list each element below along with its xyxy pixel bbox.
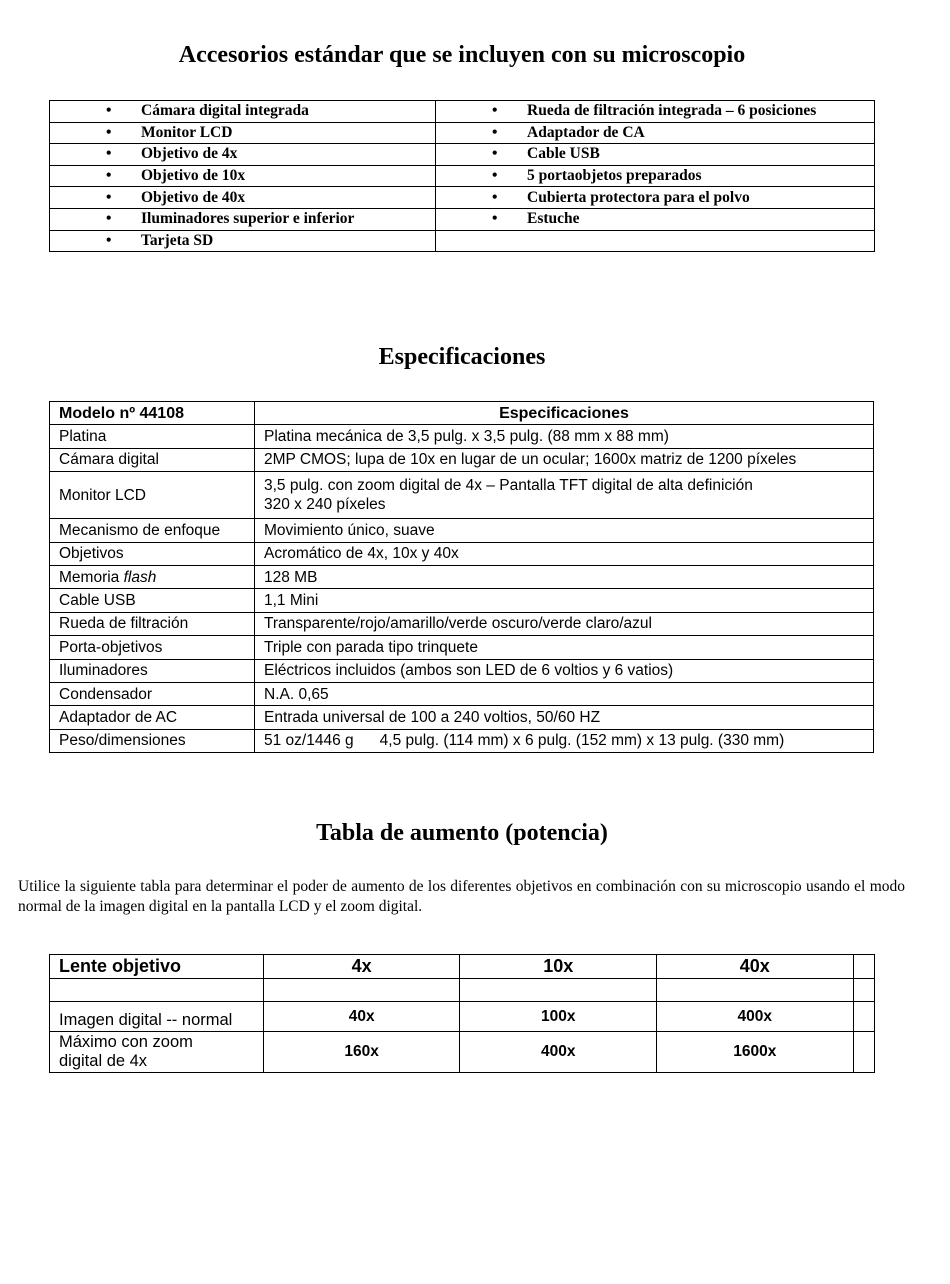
table-row [50, 208, 875, 230]
spec-label: Iluminadores [50, 659, 255, 682]
accessory-item: • Iluminadores superior e inferior [50, 208, 436, 230]
magnification-intro: Utilice la siguiente tabla para determinar el poder de aumento de los diferentes objetivos en combinación con su microscopio usando el modo normal de la imagen digital en la pantalla LCD y el zoom digital. [18, 878, 905, 915]
empty-cell [853, 1032, 874, 1073]
table-row [50, 101, 875, 123]
spec-label: Memoria flash [50, 565, 255, 588]
table-row [50, 230, 875, 252]
table-row [50, 589, 874, 612]
empty-cell [263, 979, 460, 1002]
spec-value: 2MP CMOS; lupa de 10x en lugar de un ocular; 1600x matriz de 1200 píxeles [255, 448, 874, 471]
table-row [50, 612, 874, 635]
table-header-row [50, 955, 875, 979]
magnification-table [49, 954, 875, 1073]
spec-value: Entrada universal de 100 a 240 voltios, 50/60 HZ [255, 706, 874, 729]
spec-label: Peso/dimensiones [50, 729, 255, 752]
spec-value: 128 MB [255, 565, 874, 588]
header-cell: Lente objetivo [50, 955, 264, 979]
spec-label: Cámara digital [50, 448, 255, 471]
empty-cell [50, 979, 264, 1002]
accessories-table [49, 100, 875, 252]
specs-table [49, 401, 874, 753]
row-label: Imagen digital -- normal [50, 1002, 264, 1032]
spec-label: Monitor LCD [50, 472, 255, 519]
spec-label: Condensador [50, 682, 255, 705]
table-row [50, 682, 874, 705]
empty-cell [657, 979, 854, 1002]
accessory-item: • Cámara digital integrada [50, 101, 436, 123]
row-label: Máximo con zoom digital de 4x [50, 1032, 264, 1073]
table-row [50, 472, 874, 519]
empty-cell [853, 955, 874, 979]
spec-value: N.A. 0,65 [255, 682, 874, 705]
magnification-value: 100x [460, 1002, 657, 1032]
table-row [50, 187, 875, 209]
header-cell: 4x [263, 955, 460, 979]
spec-value: Platina mecánica de 3,5 pulg. x 3,5 pulg. (88 mm x 88 mm) [255, 425, 874, 448]
table-row [50, 1032, 875, 1073]
empty-cell [853, 979, 874, 1002]
table-row [50, 144, 875, 166]
table-row [50, 979, 875, 1002]
table-header-row [50, 402, 874, 425]
spec-value: Acromático de 4x, 10x y 40x [255, 542, 874, 565]
table-row [50, 706, 874, 729]
table-row [50, 542, 874, 565]
empty-cell [436, 230, 875, 252]
spec-label: Cable USB [50, 589, 255, 612]
accessories-title: Accesorios estándar que se incluyen con su microscopio [178, 42, 746, 68]
magnification-title: Tabla de aumento (potencia) [316, 820, 608, 846]
table-row [50, 122, 875, 144]
accessory-item: • Cubierta protectora para el polvo [436, 187, 875, 209]
accessory-item: • Cable USB [436, 144, 875, 166]
table-row [50, 519, 874, 542]
empty-cell [460, 979, 657, 1002]
header-cell: Modelo nº 44108 [50, 402, 255, 425]
spec-value: Eléctricos incluidos (ambos son LED de 6 voltios y 6 vatios) [255, 659, 874, 682]
spec-value: Movimiento único, suave [255, 519, 874, 542]
specs-title: Especificaciones [378, 344, 546, 370]
magnification-value: 400x [657, 1002, 854, 1032]
spec-value: 3,5 pulg. con zoom digital de 4x – Pantalla TFT digital de alta definición 320 x 240 píxeles [255, 472, 874, 519]
accessory-item: • Objetivo de 10x [50, 165, 436, 187]
spec-value: 51 oz/1446 g 4,5 pulg. (114 mm) x 6 pulg. (152 mm) x 13 pulg. (330 mm) [255, 729, 874, 752]
magnification-value: 40x [263, 1002, 460, 1032]
header-cell: 40x [657, 955, 854, 979]
spec-label: Porta-objetivos [50, 636, 255, 659]
empty-cell [853, 1002, 874, 1032]
accessory-item: • Objetivo de 4x [50, 144, 436, 166]
table-row [50, 659, 874, 682]
spec-label: Objetivos [50, 542, 255, 565]
accessory-item: • Objetivo de 40x [50, 187, 436, 209]
table-row [50, 729, 874, 752]
accessory-item: • Tarjeta SD [50, 230, 436, 252]
header-cell: Especificaciones [255, 402, 874, 425]
accessory-item: • Rueda de filtración integrada – 6 posiciones [436, 101, 875, 123]
spec-value: Triple con parada tipo trinquete [255, 636, 874, 659]
accessory-item: • Estuche [436, 208, 875, 230]
spec-value: Transparente/rojo/amarillo/verde oscuro/verde claro/azul [255, 612, 874, 635]
spec-value: 1,1 Mini [255, 589, 874, 612]
spec-label: Platina [50, 425, 255, 448]
magnification-value: 1600x [657, 1032, 854, 1073]
spec-label: Mecanismo de enfoque [50, 519, 255, 542]
magnification-value: 160x [263, 1032, 460, 1073]
table-row [50, 565, 874, 588]
table-row [50, 636, 874, 659]
magnification-value: 400x [460, 1032, 657, 1073]
spec-label: Rueda de filtración [50, 612, 255, 635]
table-row [50, 165, 875, 187]
table-row [50, 448, 874, 471]
spec-label: Adaptador de AC [50, 706, 255, 729]
accessory-item: • Monitor LCD [50, 122, 436, 144]
accessory-item: • 5 portaobjetos preparados [436, 165, 875, 187]
header-cell: 10x [460, 955, 657, 979]
accessory-item: • Adaptador de CA [436, 122, 875, 144]
table-row [50, 425, 874, 448]
table-row [50, 1002, 875, 1032]
